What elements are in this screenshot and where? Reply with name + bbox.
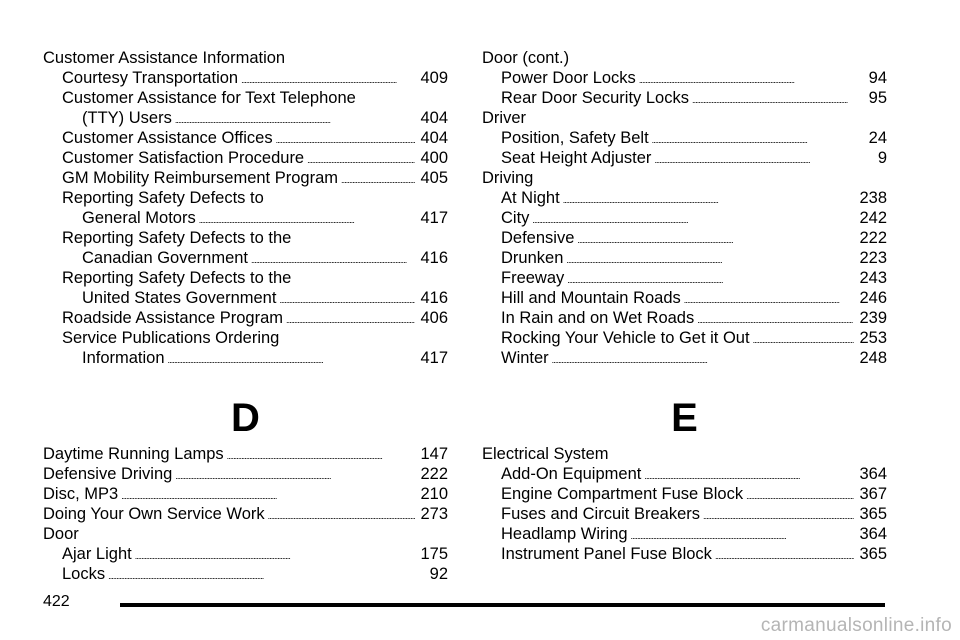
dot-leader <box>307 148 415 170</box>
entry-text: Information <box>82 349 165 367</box>
entry-text: United States Government <box>82 289 277 307</box>
index-entry <box>482 308 887 328</box>
dot-leader <box>703 504 854 526</box>
dot-leader <box>577 228 854 250</box>
index-entry <box>482 208 887 228</box>
entry-text: Customer Satisfaction Procedure <box>62 149 305 167</box>
entry-text: In Rain and on Wet Roads <box>501 309 695 327</box>
page-ref: 95 <box>868 89 887 107</box>
dot-leader <box>644 464 854 486</box>
page-ref: 417 <box>420 349 448 367</box>
dot-leader <box>746 484 854 506</box>
index-entry <box>482 228 887 248</box>
index-entry <box>482 188 887 208</box>
dot-leader <box>108 564 425 586</box>
dot-leader <box>286 308 415 330</box>
index-entry-continued <box>43 88 448 108</box>
dot-leader <box>276 128 416 150</box>
index-entry <box>482 288 887 308</box>
index-entry <box>482 464 887 484</box>
dot-leader <box>175 108 416 130</box>
index-heading <box>482 48 887 68</box>
index-entry <box>43 168 448 188</box>
entry-text: City <box>501 209 530 227</box>
page-ref: 253 <box>859 329 887 347</box>
entry-text: Ajar Light <box>62 545 132 563</box>
index-heading-text: Electrical System <box>482 445 609 463</box>
entry-text: Reporting Safety Defects to <box>62 189 264 207</box>
dot-leader <box>175 464 415 486</box>
dot-leader <box>684 288 855 310</box>
index-entry <box>482 544 887 564</box>
index-entry <box>482 88 887 108</box>
index-heading <box>43 524 448 544</box>
entry-text: Doing Your Own Service Work <box>43 505 265 523</box>
page-ref: 273 <box>420 505 448 523</box>
entry-text: Roadside Assistance Program <box>62 309 284 327</box>
dot-leader <box>279 288 415 310</box>
index-entry <box>43 108 448 128</box>
index-heading-text: Door <box>43 525 79 543</box>
dot-leader <box>652 128 864 150</box>
entry-text: Instrument Panel Fuse Block <box>501 545 712 563</box>
dot-leader <box>563 188 855 210</box>
entry-text: Customer Assistance for Text Telephone <box>62 89 356 107</box>
page-ref: 405 <box>420 169 448 187</box>
dot-leader <box>341 168 415 190</box>
entry-text: Courtesy Transportation <box>62 69 239 87</box>
page-ref: 243 <box>859 269 887 287</box>
index-heading-text: Door (cont.) <box>482 49 570 67</box>
page-ref: 242 <box>859 209 887 227</box>
spacer <box>482 368 887 396</box>
index-heading <box>43 48 448 68</box>
page-ref: 404 <box>420 129 448 147</box>
page-ref: 223 <box>859 249 887 267</box>
index-entry <box>43 484 448 504</box>
page-ref: 248 <box>859 349 887 367</box>
entry-text: Fuses and Circuit Breakers <box>501 505 700 523</box>
page-ref: 147 <box>420 445 448 463</box>
index-entry <box>482 524 887 544</box>
page-ref: 94 <box>868 69 887 87</box>
dot-leader <box>251 248 415 270</box>
watermark: carmanualsonline.info <box>760 615 952 636</box>
entry-text: At Night <box>501 189 560 207</box>
dot-leader <box>631 524 855 546</box>
page-ref: 365 <box>859 505 887 523</box>
index-heading-text: Driver <box>482 109 526 127</box>
entry-text: GM Mobility Reimbursement Program <box>62 169 338 187</box>
dot-leader <box>199 208 416 230</box>
index-heading <box>482 108 887 128</box>
page-ref: 9 <box>877 149 887 167</box>
entry-text: Disc, MP3 <box>43 485 119 503</box>
index-entry <box>482 348 887 368</box>
index-entry <box>482 484 887 504</box>
section-letter-e: E <box>671 396 698 440</box>
entry-text: Rear Door Security Locks <box>501 89 689 107</box>
dot-leader <box>692 88 864 110</box>
page-ref: 406 <box>420 309 448 327</box>
page-ref: 364 <box>859 525 887 543</box>
entry-text: Canadian Government <box>82 249 249 267</box>
index-entry-continued <box>43 188 448 208</box>
entry-text: Add-On Equipment <box>501 465 642 483</box>
index-left-column <box>43 48 448 584</box>
entry-text: Rocking Your Vehicle to Get it Out <box>501 329 750 347</box>
entry-text: Winter <box>501 349 549 367</box>
index-entry <box>482 328 887 348</box>
index-entry <box>43 308 448 328</box>
index-heading <box>482 444 887 464</box>
page-ref: 238 <box>859 189 887 207</box>
spacer <box>43 368 448 396</box>
entry-text: Service Publications Ordering <box>62 329 280 347</box>
dot-leader <box>697 308 854 330</box>
dot-leader <box>241 68 415 90</box>
page-ref: 222 <box>420 465 448 483</box>
index-entry <box>43 68 448 88</box>
index-entry <box>482 504 887 524</box>
page-ref: 239 <box>859 309 887 327</box>
entry-text: Seat Height Adjuster <box>501 149 652 167</box>
index-entry <box>482 268 887 288</box>
index-entry <box>43 544 448 564</box>
index-entry <box>482 248 887 268</box>
index-entry <box>43 504 448 524</box>
page-ref: 24 <box>868 129 887 147</box>
page-ref: 367 <box>859 485 887 503</box>
index-heading-text: Driving <box>482 169 534 187</box>
entry-text: Power Door Locks <box>501 69 636 87</box>
entry-text: Daytime Running Lamps <box>43 445 224 463</box>
index-entry <box>43 248 448 268</box>
entry-text: Position, Safety Belt <box>501 129 649 147</box>
page-ref: 400 <box>420 149 448 167</box>
dot-leader <box>567 268 854 290</box>
index-entry <box>43 288 448 308</box>
page-ref: 409 <box>420 69 448 87</box>
page-ref: 404 <box>420 109 448 127</box>
dot-leader <box>227 444 416 466</box>
index-entry <box>43 348 448 368</box>
index-entry <box>43 464 448 484</box>
entry-text: Defensive Driving <box>43 465 173 483</box>
index-entry-continued <box>43 328 448 348</box>
dot-leader <box>566 248 854 270</box>
page-ref: 175 <box>420 545 448 563</box>
index-entry <box>43 564 448 584</box>
entry-text: Drunken <box>501 249 564 267</box>
entry-text: Reporting Safety Defects to the <box>62 269 292 287</box>
dot-leader <box>135 544 416 566</box>
entry-text: (TTY) Users <box>82 109 172 127</box>
dot-leader <box>121 484 415 506</box>
index-entry <box>43 128 448 148</box>
page-ref: 416 <box>420 289 448 307</box>
page-ref: 417 <box>420 209 448 227</box>
entry-text: Locks <box>62 565 106 583</box>
index-entry-continued <box>43 268 448 288</box>
page-ref: 92 <box>429 565 448 583</box>
index-entry <box>482 128 887 148</box>
index-entry <box>43 208 448 228</box>
dot-leader <box>715 544 855 566</box>
entry-text: Engine Compartment Fuse Block <box>501 485 744 503</box>
dot-leader <box>532 208 854 230</box>
entry-text: Defensive <box>501 229 575 247</box>
dot-leader <box>268 504 416 526</box>
page-ref: 210 <box>420 485 448 503</box>
section-letter-d: D <box>231 396 260 440</box>
page-number: 422 <box>43 593 70 610</box>
index-heading-text: Customer Assistance Information <box>43 49 286 67</box>
entry-text: Reporting Safety Defects to the <box>62 229 292 247</box>
page-ref: 416 <box>420 249 448 267</box>
page-ref: 364 <box>859 465 887 483</box>
page-ref: 246 <box>859 289 887 307</box>
index-entry-continued <box>43 228 448 248</box>
entry-text: General Motors <box>82 209 196 227</box>
dot-leader <box>753 328 855 350</box>
index-entry <box>482 68 887 88</box>
entry-text: Freeway <box>501 269 565 287</box>
index-entry <box>43 444 448 464</box>
entry-text: Hill and Mountain Roads <box>501 289 681 307</box>
dot-leader <box>168 348 416 370</box>
index-right-column <box>482 48 887 564</box>
dot-leader <box>552 348 855 370</box>
dot-leader <box>654 148 872 170</box>
entry-text: Headlamp Wiring <box>501 525 628 543</box>
index-entry <box>43 148 448 168</box>
footer-rule <box>120 603 885 607</box>
index-heading <box>482 168 887 188</box>
entry-text: Customer Assistance Offices <box>62 129 273 147</box>
page-ref: 365 <box>859 545 887 563</box>
page-ref: 222 <box>859 229 887 247</box>
dot-leader <box>639 68 864 90</box>
index-entry <box>482 148 887 168</box>
